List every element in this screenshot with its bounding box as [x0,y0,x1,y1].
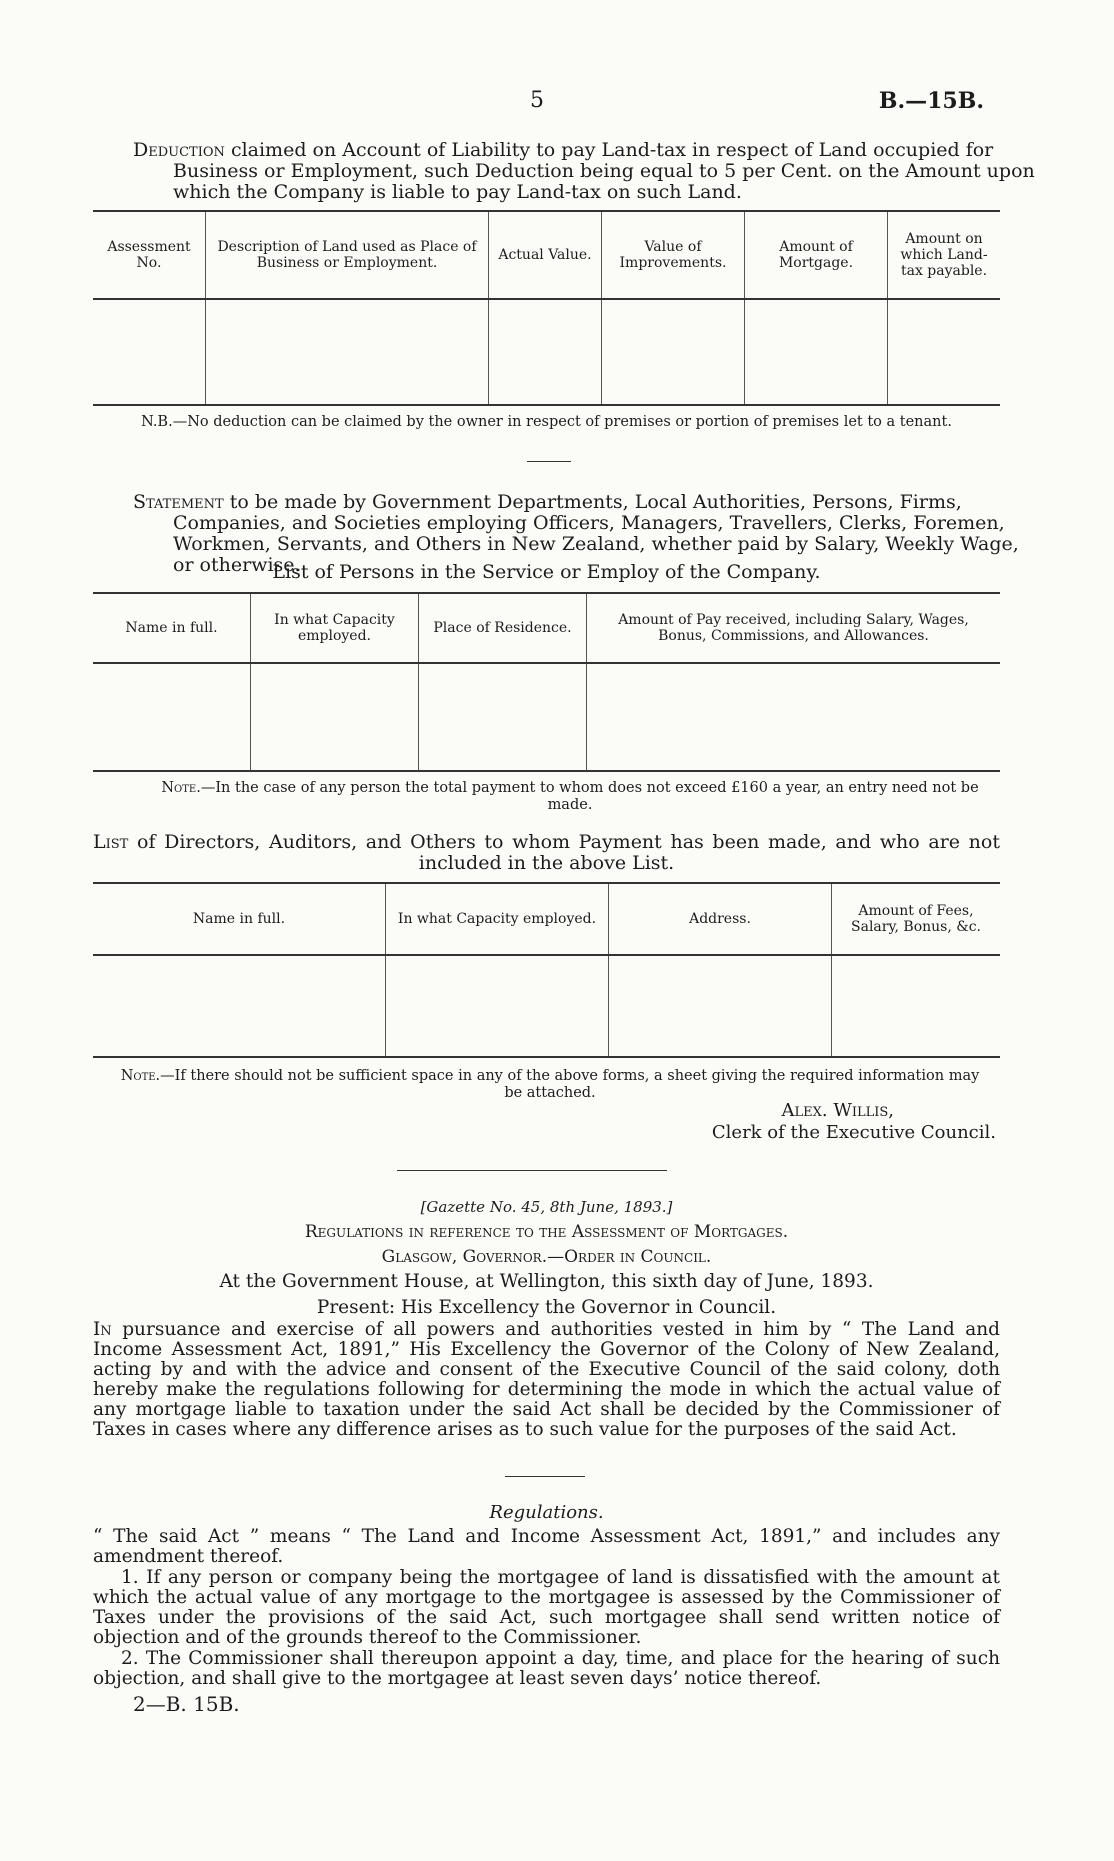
table-cell [489,299,602,405]
regulation-item: 2. The Commissioner shall thereupon appoint a day, time, and place for the hearing of such objection, and shall give to the mortgagee at least seven days’ notice thereof. [93,1648,1000,1689]
directors-note [110,1068,990,1102]
signature-mark: 2—B. 15B. [133,1692,240,1716]
preamble-text: pursuance and exercise of all powers and authorities vested in him by “ The Land and Income Assessment Act, 1891,” His Excellency the Governor of the Colony of New Zealand, acting by and with the advice and consent of the Executive Council of the said colony, doth hereby make the regulations following for determining the mode in which the actual value of any mortgage liable to taxation under the said Act shall be decided by the Commissioner of Taxes in cases where any difference arises as to such value for the purposes of the said Act. [93,1319,1000,1440]
table-cell [251,663,419,771]
deduction-paragraph [133,140,1040,203]
col-assessment-no: Assessment No. [93,211,206,299]
order-present: Present: His Excellency the Governor in Council. [316,1297,777,1318]
statement-note [160,780,980,814]
table-cell [93,299,206,405]
directors-lead: List [93,831,129,853]
statement-table [93,592,1000,772]
deduction-note: N.B.—No deduction can be claimed by the owner in respect of premises or portion of premises let to a tenant. [141,414,952,430]
preamble-lead: In [93,1319,112,1340]
directors-header-row [93,883,1000,955]
divider [505,1476,585,1477]
deduction-header-row [93,211,1000,299]
signatory-title: Clerk of the Executive Council. [711,1122,996,1143]
statement-lead: Statement [133,491,224,513]
col-land-tax-payable: Amount on which Land-tax payable. [888,211,1001,299]
statement-entry-row [93,663,1000,771]
col-mortgage: Amount of Mortgage. [745,211,888,299]
table-cell [206,299,489,405]
col-residence: Place of Residence. [419,593,587,663]
directors-note-lead: Note. [120,1068,161,1084]
col-description: Description of Land used as Place of Business or Employment. [206,211,489,299]
gazette-citation-text: [Gazette No. 45, 8th June, 1893.] [420,1198,673,1216]
order-preamble [93,1320,1000,1440]
col-address: Address. [609,883,832,955]
table-cell [888,299,1001,405]
regulation-item: 1. If any person or company being the mortgagee of land is dissatisfied with the amount at which the actual value of any mortgage to the mortgagee is assessed by the Commissioner of Taxes under the provisions of the said Act, such mortgagee shall send written notice of objection and of the grounds thereof to the Commissioner. [93,1567,1000,1648]
directors-entry-row [93,955,1000,1057]
table-cell [93,663,251,771]
directors-table [93,882,1000,1058]
statement-text: to be made by Government Departments, Local Authorities, Persons, Firms, Companies, and Societies employing Officers, Managers, Travellers, Clerks, Foremen, Workmen, Servants, and Others in New Zealand, whether paid by Salary, Weekly Wage, or otherwise. [173,491,1019,576]
col-capacity: In what Capacity employed. [386,883,609,955]
regulations-heading: Regulations. [489,1502,604,1523]
directors-text: of Directors, Auditors, and Others to whom Payment has been made, and who are not included in the above List. [137,831,1000,874]
table-cell [587,663,1001,771]
deduction-lead: Deduction [133,139,225,161]
directors-note-text: —If there should not be sufficient space in any of the above forms, a sheet giving the required information may be attached. [160,1068,980,1101]
table-cell [419,663,587,771]
deduction-entry-row [93,299,1000,405]
statement-note-lead: Note. [161,780,201,796]
gazette-title: Regulations in reference to the Assessment of Mortgages. [304,1222,789,1242]
divider [527,461,571,462]
table-cell [386,955,609,1057]
order-in-council: Glasgow, Governor.—Order in Council. [381,1247,712,1267]
regulations-definition: “ The said Act ” means “ The Land and Income Assessment Act, 1891,” and includes any amendment thereof. [93,1526,1000,1567]
directors-paragraph [93,832,1000,874]
table-cell [832,955,1001,1057]
signature-block [782,1100,934,1122]
statement-note-text: —In the case of any person the total payment to whom does not exceed £160 a year, an entry need not be made. [200,780,979,813]
section-divider [397,1170,667,1171]
deduction-table [93,210,1000,406]
col-improvements: Value of Improvements. [602,211,745,299]
signatory-name: Alex. Willis, [781,1100,894,1121]
col-name: Name in full. [93,593,251,663]
gazette-citation [93,1198,1000,1216]
col-capacity: In what Capacity employed. [251,593,419,663]
col-actual-value: Actual Value. [489,211,602,299]
deduction-text: claimed on Account of Liability to pay Land-tax in respect of Land occupied for Business or Employment, such Deduction being equal to 5 per Cent. on the Amount upon which the Company is liable to pay Land-tax on such Land. [173,139,1035,203]
order-place-date: At the Government House, at Wellington, this sixth day of June, 1893. [219,1271,874,1292]
page-number: 5 [530,88,544,113]
table-cell [602,299,745,405]
document-reference: B.—15B. [878,88,984,114]
statement-header-row [93,593,1000,663]
table-cell [745,299,888,405]
col-pay-received: Amount of Pay received, including Salary, Wages, Bonus, Commissions, and Allowances. [587,593,1001,663]
statement-subtitle: List of Persons in the Service or Employ of the Company. [272,561,821,583]
table-cell [609,955,832,1057]
col-fees: Amount of Fees, Salary, Bonus, &c. [832,883,1001,955]
table-cell [93,955,386,1057]
col-name: Name in full. [93,883,386,955]
